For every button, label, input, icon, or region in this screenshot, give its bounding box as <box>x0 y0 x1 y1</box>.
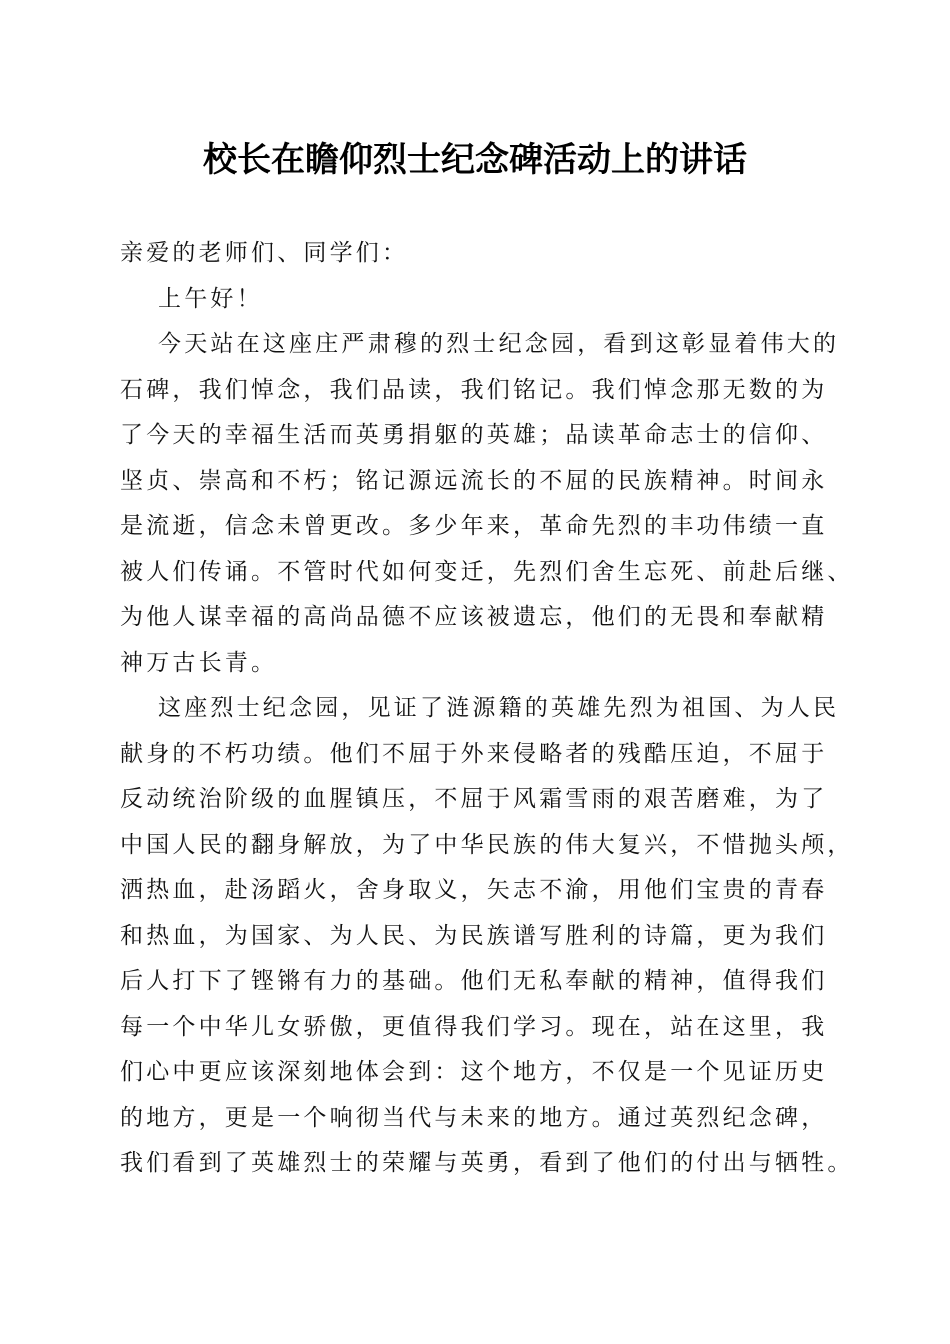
paragraph-1-line: 是流逝，信念未曾更改。多少年来，革命先烈的丰功伟绩一直 <box>120 513 828 539</box>
paragraph-2-line: 我们看到了英雄烈士的荣耀与英勇，看到了他们的付出与牺牲。 <box>120 1150 854 1176</box>
salutation-line: 亲爱的老师们、同学们： <box>120 240 409 266</box>
paragraph-2-line: 洒热血，赴汤蹈火，舍身取义，矢志不渝，用他们宝贵的青春 <box>120 877 828 903</box>
paragraph-1-line: 石碑，我们悼念，我们品读，我们铭记。我们悼念那无数的为 <box>120 376 828 403</box>
document-body <box>120 231 854 1187</box>
paragraph-2-line: 中国人民的翻身解放，为了中华民族的伟大复兴，不惜抛头颅， <box>120 831 854 858</box>
paragraph-1-line: 神万古长青。 <box>120 649 278 676</box>
paragraph-2-line: 反动统治阶级的血腥镇压，不屈于风霜雪雨的艰苦磨难，为了 <box>120 786 828 812</box>
paragraph-1-line: 了今天的幸福生活而英勇捐躯的英雄；品读革命志士的信仰、 <box>120 422 828 448</box>
paragraph-2-line: 这座烈士纪念园，见证了涟源籍的英雄先烈为祖国、为人民 <box>158 695 840 721</box>
paragraph-2-line: 献身的不朽功绩。他们不屈于外来侵略者的残酷压迫，不屈于 <box>120 740 828 767</box>
document-title: 校长在瞻仰烈士纪念碑活动上的讲话 <box>203 140 747 180</box>
paragraph-1-line: 被人们传诵。不管时代如何变迁，先烈们舍生忘死、前赴后继、 <box>120 558 854 585</box>
paragraph-2-line: 后人打下了铿锵有力的基础。他们无私奉献的精神，值得我们 <box>120 968 828 994</box>
paragraph-1-line: 坚贞、崇高和不朽；铭记源远流长的不屈的民族精神。时间永 <box>120 467 828 494</box>
paragraph-2-line: 的地方，更是一个响彻当代与未来的地方。通过英烈纪念碑， <box>120 1104 828 1131</box>
paragraph-2-line: 们心中更应该深刻地体会到：这个地方，不仅是一个见证历史 <box>120 1059 828 1085</box>
paragraph-2-line: 和热血，为国家、为人民、为民族谱写胜利的诗篇，更为我们 <box>120 922 828 949</box>
paragraph-1-line: 为他人谋幸福的高尚品德不应该被遗忘，他们的无畏和奉献精 <box>120 604 828 630</box>
paragraph-2-line: 每一个中华儿女骄傲，更值得我们学习。现在，站在这里，我 <box>120 1013 828 1040</box>
greeting-line: 上午好！ <box>158 285 263 312</box>
paragraph-1-line: 今天站在这座庄严肃穆的烈士纪念园，看到这彰显着伟大的 <box>158 331 840 357</box>
